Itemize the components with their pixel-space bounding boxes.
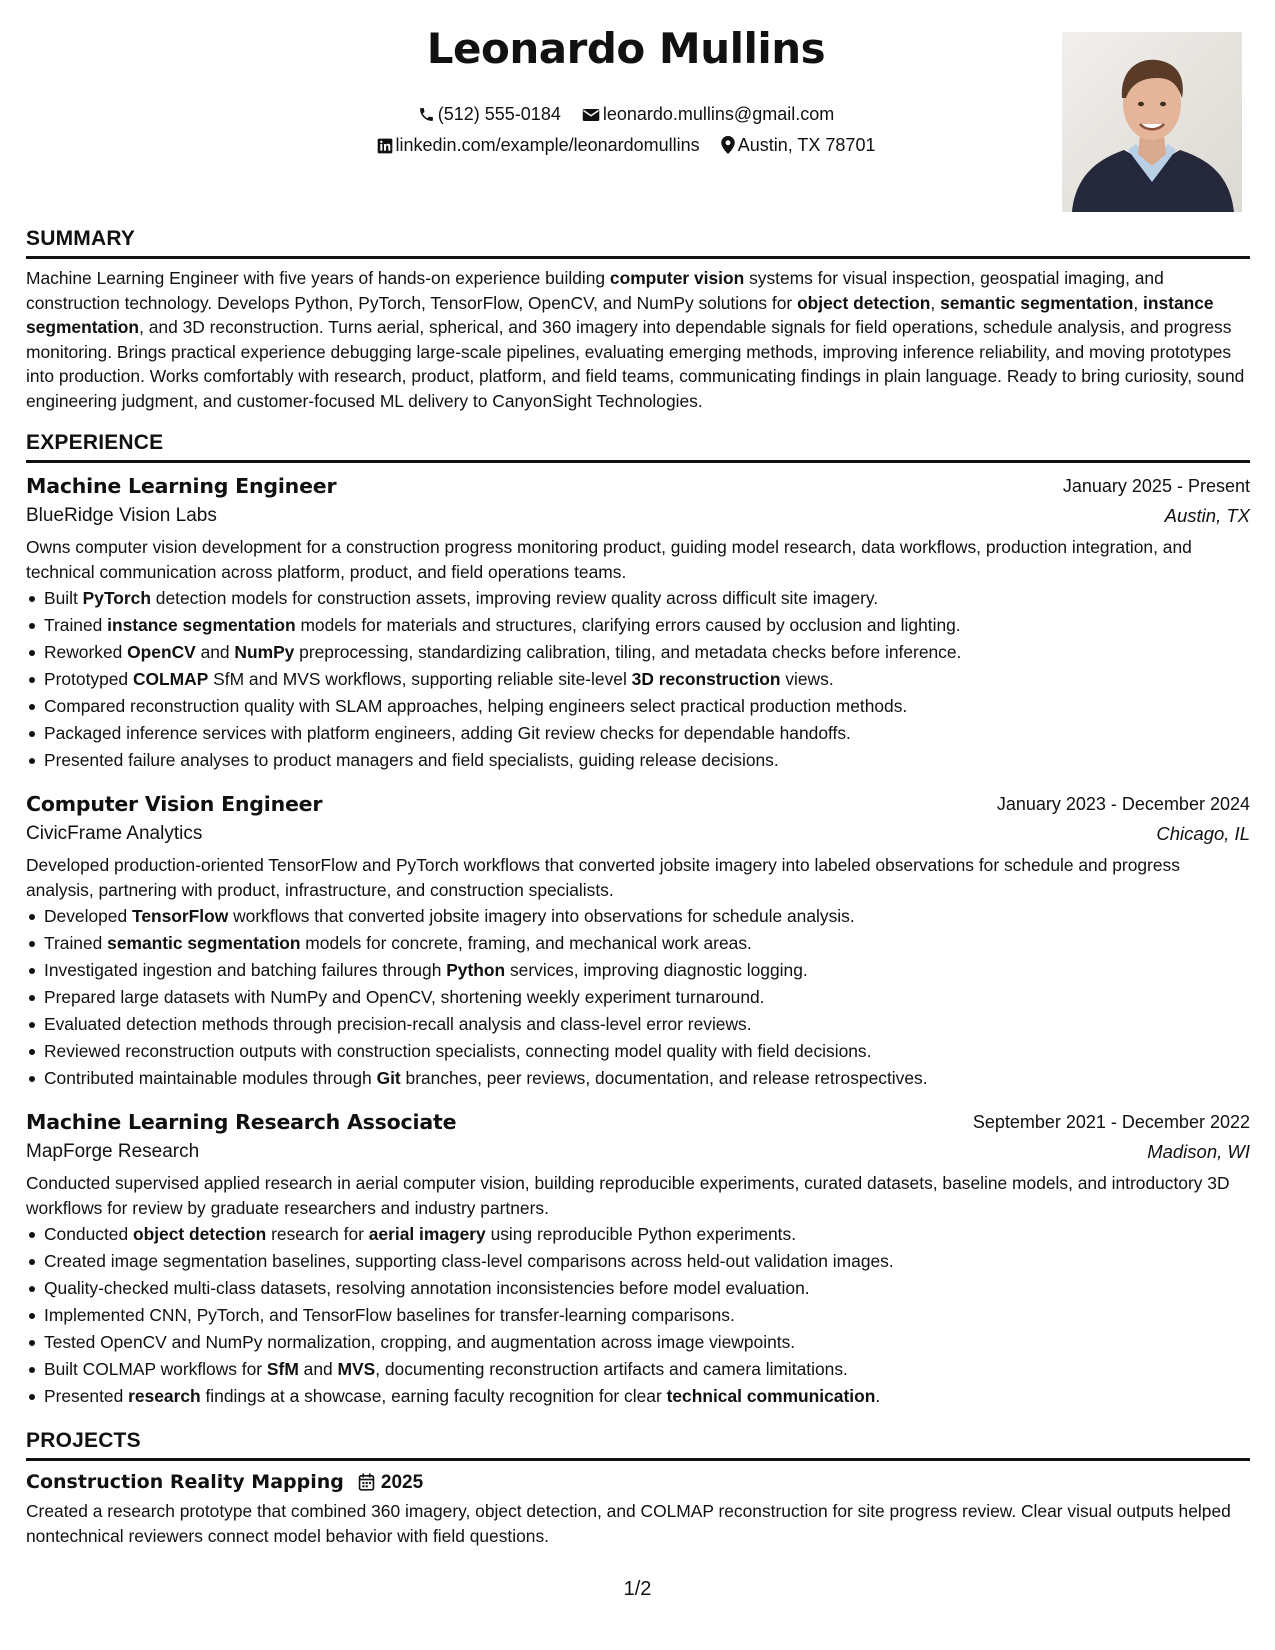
job-title: Machine Learning Engineer bbox=[26, 474, 337, 498]
text-run: Conducted bbox=[44, 1224, 133, 1244]
summary-text bbox=[26, 266, 1250, 414]
job-entry bbox=[26, 790, 1250, 1092]
text-run: Implemented CNN, PyTorch, and TensorFlow baselines for transfer-learning comparisons. bbox=[44, 1305, 735, 1325]
text-run: Reviewed reconstruction outputs with construction specialists, connecting model quality with field decisions. bbox=[44, 1041, 872, 1061]
job-description: Conducted supervised applied research in aerial computer vision, building reproducible experiments, curated datasets, baseline models, and introductory 3D workflows for review by graduate researchers and industry partners. bbox=[26, 1173, 1230, 1218]
text-run: workflows that converted jobsite imagery into observations for schedule analysis. bbox=[228, 906, 855, 926]
job-location: Austin, TX bbox=[1164, 505, 1250, 526]
bold-keyword: COLMAP bbox=[132, 669, 209, 689]
bullet-item bbox=[26, 1248, 1250, 1275]
contact-row-secondary bbox=[26, 134, 1226, 156]
contact-row-primary bbox=[26, 103, 1226, 125]
bullet-item bbox=[26, 957, 1250, 984]
text-run: Presented bbox=[44, 1386, 129, 1406]
text-run: and bbox=[195, 642, 235, 662]
projects-section bbox=[26, 1428, 1250, 1548]
job-bullets bbox=[26, 903, 1250, 1092]
job-description: Owns computer vision development for a construction progress monitoring product, guiding model research, data workflows, production integration, and technical communication across platform, product, and field operations teams. bbox=[26, 537, 1192, 582]
project-year: 2025 bbox=[380, 1472, 424, 1493]
text-run: detection models for construction assets, improving review quality across difficult site imagery. bbox=[150, 588, 879, 608]
bullet-item bbox=[26, 903, 1250, 930]
linkedin-contact[interactable] bbox=[377, 134, 700, 156]
bold-keyword: SfM bbox=[266, 1359, 299, 1379]
text-run: Prepared large datasets with NumPy and OpenCV, shortening weekly experiment turnaround. bbox=[44, 987, 765, 1007]
bold-keyword: object detection bbox=[797, 292, 931, 313]
text-run: Trained bbox=[44, 615, 108, 635]
job-title: Computer Vision Engineer bbox=[26, 792, 323, 816]
bullet-item bbox=[26, 1302, 1250, 1329]
job-bullets bbox=[26, 1221, 1250, 1410]
phone-icon bbox=[418, 106, 435, 123]
text-run: Investigated ingestion and batching failures through bbox=[44, 960, 447, 980]
bold-keyword: object detection bbox=[132, 1224, 267, 1244]
bold-keyword: Git bbox=[376, 1068, 401, 1088]
text-run: findings at a showcase, earning faculty recognition for clear bbox=[200, 1386, 667, 1406]
bullet-item bbox=[26, 720, 1250, 747]
text-run: branches, peer reviews, documentation, and release retrospectives. bbox=[400, 1068, 928, 1088]
project-title: Construction Reality Mapping bbox=[26, 1471, 344, 1493]
text-run: Built bbox=[44, 588, 83, 608]
bold-keyword: semantic segmentation bbox=[940, 292, 1134, 313]
text-run: Prototyped bbox=[44, 669, 133, 689]
text-run: services, improving diagnostic logging. bbox=[505, 960, 808, 980]
bullet-item bbox=[26, 1275, 1250, 1302]
text-run: models for materials and structures, clarifying errors caused by occlusion and lighting. bbox=[295, 615, 961, 635]
experience-heading: EXPERIENCE bbox=[26, 431, 164, 454]
job-dates: January 2025 - Present bbox=[1062, 476, 1250, 496]
bold-keyword: OpenCV bbox=[127, 642, 196, 662]
text-run: Tested OpenCV and NumPy normalization, cropping, and augmentation across image viewpoints. bbox=[44, 1332, 796, 1352]
bullet-item bbox=[26, 1329, 1250, 1356]
job-company: MapForge Research bbox=[26, 1141, 200, 1162]
section-divider bbox=[26, 256, 1250, 259]
bold-keyword: MVS bbox=[337, 1359, 376, 1379]
section-divider bbox=[26, 460, 1250, 463]
calendar-icon bbox=[358, 1473, 375, 1491]
job-entry bbox=[26, 1108, 1250, 1410]
job-title: Machine Learning Research Associate bbox=[26, 1110, 457, 1134]
bullet-item bbox=[26, 930, 1250, 957]
text-run: , and 3D reconstruction. Turns aerial, spherical, and 360 imagery into dependable signals for field operations, schedule analysis, and progress monitoring. Brings practical experience debugging large-scale pipelines, evaluating emerging methods, improving inference reliability, and moving prototypes into production. Works comfortably with research, product, platform, and field teams, communicating findings in plain language. Ready to bring curiosity, sound engineering judgment, and customer-focused ML delivery to CanyonSight Technologies. bbox=[26, 317, 1245, 411]
bold-keyword: computer vision bbox=[609, 268, 745, 288]
phone-text: (512) 555-0184 bbox=[437, 104, 561, 124]
bold-keyword: aerial imagery bbox=[368, 1224, 486, 1244]
bold-keyword: research bbox=[128, 1386, 201, 1406]
bullet-item bbox=[26, 1065, 1250, 1092]
job-description: Developed production-oriented TensorFlow and PyTorch workflows that converted jobsite imagery into labeled observations for schedule and progress analysis, partnering with product, infrastructure, and construction specialists. bbox=[26, 855, 1180, 900]
text-run: Created image segmentation baselines, supporting class-level comparisons across held-out validation images. bbox=[44, 1251, 894, 1271]
job-company: CivicFrame Analytics bbox=[26, 823, 203, 844]
profile-photo bbox=[1062, 32, 1242, 212]
text-run: . bbox=[875, 1386, 881, 1406]
bullet-item bbox=[26, 1221, 1250, 1248]
location-text: Austin, TX 78701 bbox=[737, 135, 876, 155]
linkedin-icon bbox=[377, 138, 393, 154]
linkedin-text: linkedin.com/example/leonardomullins bbox=[395, 135, 700, 155]
bullet-item bbox=[26, 585, 1250, 612]
bullet-item bbox=[26, 612, 1250, 639]
text-run: , bbox=[930, 292, 941, 313]
bold-keyword: instance segmentation bbox=[26, 292, 1214, 338]
bold-keyword: 3D reconstruction bbox=[631, 669, 781, 689]
bold-keyword: TensorFlow bbox=[131, 906, 229, 926]
section-divider bbox=[26, 1458, 1250, 1461]
map-pin-icon bbox=[721, 136, 735, 154]
text-run: , bbox=[1133, 292, 1144, 313]
bullet-item bbox=[26, 1011, 1250, 1038]
project-entry bbox=[26, 1468, 1250, 1548]
text-run: preprocessing, standardizing calibration, tiling, and metadata checks before inference. bbox=[294, 642, 962, 662]
experience-section bbox=[26, 430, 1250, 463]
job-dates: January 2023 - December 2024 bbox=[996, 794, 1250, 814]
text-run: Developed bbox=[44, 906, 132, 926]
text-run: Trained bbox=[44, 933, 108, 953]
phone-contact[interactable] bbox=[418, 103, 561, 125]
text-run: Packaged inference services with platform engineers, adding Git review checks for dependable handoffs. bbox=[44, 723, 851, 743]
candidate-name: Leonardo Mullins bbox=[426, 24, 826, 73]
bold-keyword: PyTorch bbox=[82, 588, 151, 608]
text-run: Reworked bbox=[44, 642, 128, 662]
text-run: Compared reconstruction quality with SLAM approaches, helping engineers select practical production methods. bbox=[44, 696, 908, 716]
text-run: using reproducible Python experiments. bbox=[485, 1224, 797, 1244]
text-run: Built COLMAP workflows for bbox=[44, 1359, 267, 1379]
job-company: BlueRidge Vision Labs bbox=[26, 505, 217, 526]
bullet-item bbox=[26, 1383, 1250, 1410]
email-contact[interactable] bbox=[582, 103, 834, 125]
text-run: SfM and MVS workflows, supporting reliable site-level bbox=[208, 669, 632, 689]
job-location: Chicago, IL bbox=[1156, 823, 1250, 844]
job-location: Madison, WI bbox=[1147, 1141, 1250, 1162]
text-run: Evaluated detection methods through precision-recall analysis and class-level error reviews. bbox=[44, 1014, 752, 1034]
text-run: Machine Learning Engineer with five years of hands-on experience building bbox=[26, 268, 610, 288]
bullet-item bbox=[26, 639, 1250, 666]
job-dates: September 2021 - December 2022 bbox=[972, 1112, 1250, 1132]
text-run: , documenting reconstruction artifacts and camera limitations. bbox=[375, 1359, 848, 1379]
location-contact bbox=[721, 134, 876, 156]
resume-header bbox=[26, 22, 1226, 212]
text-run: Contributed maintainable modules through bbox=[44, 1068, 377, 1088]
bullet-item bbox=[26, 693, 1250, 720]
email-text: leonardo.mullins@gmail.com bbox=[602, 104, 835, 124]
summary-section bbox=[26, 226, 1250, 414]
job-entry bbox=[26, 472, 1250, 774]
bold-keyword: instance segmentation bbox=[107, 615, 296, 635]
summary-heading: SUMMARY bbox=[26, 227, 136, 250]
text-run: Presented failure analyses to product managers and field specialists, guiding release decisions. bbox=[44, 750, 779, 770]
bold-keyword: Python bbox=[446, 960, 506, 980]
text-run: views. bbox=[780, 669, 834, 689]
text-run: research for bbox=[266, 1224, 369, 1244]
projects-heading: PROJECTS bbox=[26, 1429, 141, 1452]
bullet-item bbox=[26, 666, 1250, 693]
portrait-image bbox=[1062, 32, 1242, 212]
bullet-item bbox=[26, 984, 1250, 1011]
job-bullets bbox=[26, 585, 1250, 774]
bullet-item bbox=[26, 1356, 1250, 1383]
bullet-item bbox=[26, 747, 1250, 774]
envelope-icon bbox=[582, 107, 600, 123]
project-description: Created a research prototype that combined 360 imagery, object detection, and COLMAP reconstruction for site progress review. Clear visual outputs helped nontechnical reviewers connect model behavior with field questions. bbox=[26, 1501, 1231, 1546]
text-run: and bbox=[298, 1359, 338, 1379]
text-run: systems for visual inspection, geospatial imaging, and construction technology. Develops Python, PyTorch, TensorFlow, OpenCV, and NumPy solutions for bbox=[26, 268, 1164, 313]
bold-keyword: technical communication bbox=[666, 1386, 876, 1406]
text-run: models for concrete, framing, and mechanical work areas. bbox=[300, 933, 752, 953]
bullet-item bbox=[26, 1038, 1250, 1065]
bold-keyword: semantic segmentation bbox=[107, 933, 301, 953]
text-run: Quality-checked multi-class datasets, resolving annotation inconsistencies before model evaluation. bbox=[44, 1278, 810, 1298]
page-number: 1/2 bbox=[623, 1578, 652, 1600]
bold-keyword: NumPy bbox=[234, 642, 295, 662]
